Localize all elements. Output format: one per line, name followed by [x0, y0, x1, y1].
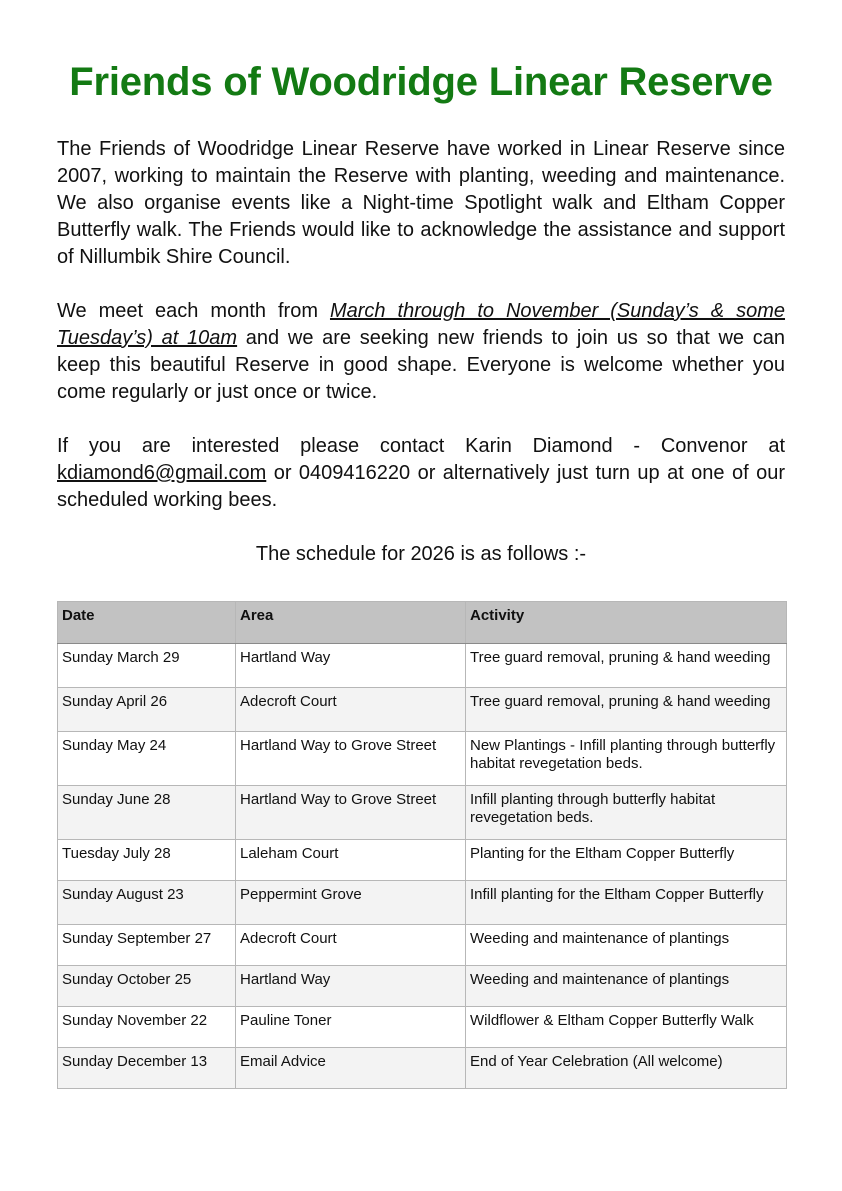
column-header-activity: Activity	[466, 602, 787, 644]
cell-activity: Infill planting for the Eltham Copper Butterfly	[466, 881, 787, 925]
cell-area: Adecroft Court	[236, 925, 466, 966]
cell-date: Sunday April 26	[58, 688, 236, 732]
cell-area: Hartland Way to Grove Street	[236, 732, 466, 786]
cell-activity: Planting for the Eltham Copper Butterfly	[466, 840, 787, 881]
table-row	[58, 1048, 787, 1089]
cell-area: Hartland Way	[236, 644, 466, 688]
document-page	[57, 0, 785, 1089]
cell-date: Sunday August 23	[58, 881, 236, 925]
schedule-table	[57, 601, 787, 1089]
cell-activity: Weeding and maintenance of plantings	[466, 966, 787, 1007]
email-link[interactable]: kdiamond6@gmail.com	[57, 462, 267, 484]
contact-text-end: or 0409416220 or alternatively just turn up at one of our scheduled working bees.	[57, 462, 785, 511]
meeting-paragraph	[57, 298, 785, 406]
cell-area: Hartland Way	[236, 966, 466, 1007]
cell-date: Sunday March 29	[58, 644, 236, 688]
cell-area: Pauline Toner	[236, 1007, 466, 1048]
meeting-text-end: and we are seeking new friends to join us so that we can keep this beautiful Reserve in good shape. Everyone is welcome whether you come regularly or just once or twice.	[57, 327, 785, 403]
schedule-intro: The schedule for 2026 is as follows :-	[255, 543, 587, 565]
column-header-area: Area	[236, 602, 466, 644]
cell-date: Sunday December 13	[58, 1048, 236, 1089]
cell-activity: New Plantings - Infill planting through butterfly habitat revegetation beds.	[466, 732, 787, 786]
cell-area: Peppermint Grove	[236, 881, 466, 925]
contact-text-start: If you are interested please contact Karin Diamond - Convenor at	[57, 435, 785, 457]
table-row	[58, 966, 787, 1007]
cell-date: Sunday September 27	[58, 925, 236, 966]
cell-area: Laleham Court	[236, 840, 466, 881]
cell-activity: Wildflower & Eltham Copper Butterfly Walk	[466, 1007, 787, 1048]
cell-activity: Weeding and maintenance of plantings	[466, 925, 787, 966]
page-title: Friends of Woodridge Linear Reserve	[69, 60, 773, 104]
contact-paragraph	[57, 433, 785, 514]
cell-date: Sunday June 28	[58, 786, 236, 840]
cell-activity: Tree guard removal, pruning & hand weeding	[466, 688, 787, 732]
meeting-text-start: We meet each month from	[57, 300, 330, 322]
table-row	[58, 840, 787, 881]
column-header-date: Date	[58, 602, 236, 644]
intro-paragraph: The Friends of Woodridge Linear Reserve have worked in Linear Reserve since 2007, working to maintain the Reserve with planting, weeding and maintenance. We also organise events like a Night-time Spotlight walk and Eltham Copper Butterfly walk. The Friends would like to acknowledge the assistance and support of Nillumbik Shire Council.	[57, 138, 785, 268]
cell-activity: Tree guard removal, pruning & hand weeding	[466, 644, 787, 688]
cell-activity: End of Year Celebration (All welcome)	[466, 1048, 787, 1089]
table-row	[58, 881, 787, 925]
cell-area: Hartland Way to Grove Street	[236, 786, 466, 840]
cell-area: Email Advice	[236, 1048, 466, 1089]
table-header-row	[58, 602, 787, 644]
cell-date: Tuesday July 28	[58, 840, 236, 881]
table-row	[58, 786, 787, 840]
table-row	[58, 688, 787, 732]
meeting-times-highlight: March through to November (Sunday’s & some Tuesday’s) at 10am	[57, 300, 786, 349]
table-row	[58, 1007, 787, 1048]
cell-area: Adecroft Court	[236, 688, 466, 732]
table-row	[58, 732, 787, 786]
table-row	[58, 925, 787, 966]
table-row	[58, 644, 787, 688]
cell-date: Sunday October 25	[58, 966, 236, 1007]
cell-date: Sunday May 24	[58, 732, 236, 786]
cell-date: Sunday November 22	[58, 1007, 236, 1048]
cell-activity: Infill planting through butterfly habitat revegetation beds.	[466, 786, 787, 840]
